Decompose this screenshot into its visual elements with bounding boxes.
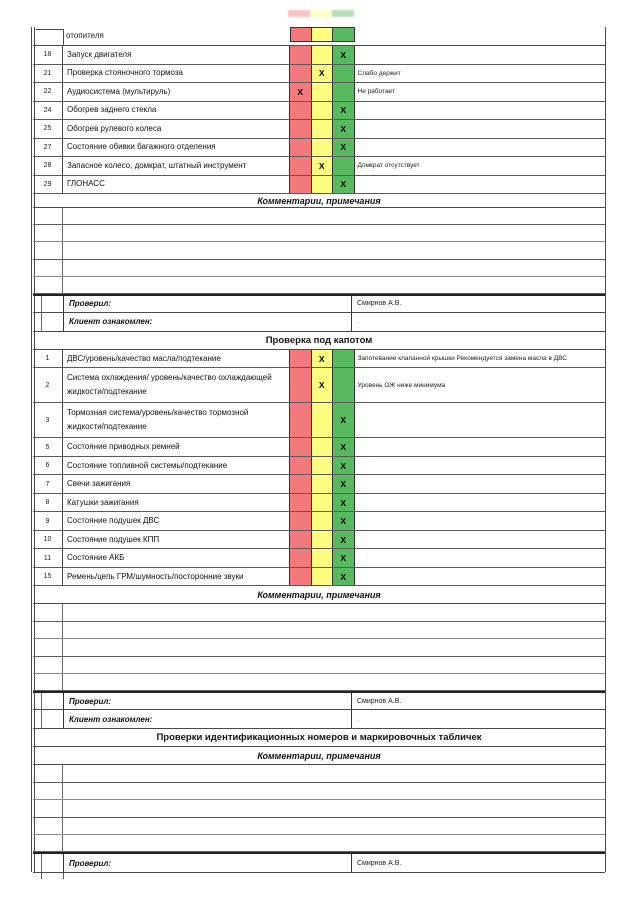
status-cell-red (290, 403, 312, 437)
item-label: Обогрев рулевого колеса (63, 120, 290, 138)
status-cell-red (290, 438, 312, 456)
status-cell-yellow (312, 512, 334, 530)
status-cell-green: X (333, 568, 355, 586)
checklist-row (33, 531, 605, 550)
empty-comment-row (33, 208, 605, 225)
status-cell-red (291, 28, 312, 41)
status-cell-green: X (333, 46, 355, 64)
comment-cell (355, 512, 606, 530)
empty-comment-row (33, 242, 605, 259)
status-cell-green: X (333, 120, 355, 138)
empty-comment-row (33, 622, 605, 639)
status-cell-red (290, 494, 312, 512)
status-cell-green (333, 65, 355, 83)
carryover-cell-border (36, 29, 63, 30)
status-cell-red (290, 176, 312, 194)
row-number: 8 (33, 494, 63, 512)
inspector-name: Смирнов А.В. (357, 859, 402, 867)
item-label: Проверка стояночного тормоза (63, 65, 290, 83)
inspector-row (33, 296, 605, 313)
comments-header: Комментарии, примечания (33, 194, 605, 208)
status-cell-yellow (312, 403, 334, 437)
empty-comment-row (33, 639, 605, 656)
status-cell-green: X (333, 403, 355, 437)
status-cell-red (290, 46, 312, 64)
status-cell-red (290, 475, 312, 493)
status-cell-red (290, 350, 312, 368)
comment-cell (355, 531, 606, 549)
status-cell-yellow (312, 438, 334, 456)
empty-comment-row (33, 835, 605, 852)
comment-cell (355, 120, 606, 138)
checklist-row (33, 83, 605, 102)
comment-cell (355, 176, 606, 194)
status-cell-green (333, 157, 355, 175)
status-cell-green: X (333, 531, 355, 549)
status-cell-yellow: X (312, 65, 334, 83)
status-cell-red (290, 549, 312, 567)
status-cell-green: X (333, 438, 355, 456)
item-label: Состояние приводных ремней (63, 438, 290, 456)
item-label: Ремень/цепь ГРМ/шумность/посторонние звуки (63, 568, 290, 586)
status-cell-yellow (312, 494, 334, 512)
comment-cell (355, 568, 606, 586)
inspector-label: Проверил: (63, 854, 352, 872)
checklist-row (33, 494, 605, 513)
checklist-row (33, 403, 605, 438)
status-cell-green (333, 368, 355, 402)
inspector-name: Смирнов А.В. (357, 300, 402, 308)
empty-comment-row (33, 674, 605, 691)
client-label: Клиент ознакомлен: (63, 313, 352, 331)
client-row (33, 710, 605, 729)
comments-header: Комментарии, примечания (33, 747, 605, 765)
underhood-checklist (33, 350, 605, 587)
status-cell-green (333, 350, 355, 368)
row-number: 15 (33, 568, 63, 586)
status-cell-yellow (312, 475, 334, 493)
item-label: ДВС/уровень/качество масла/подтекание (63, 350, 290, 368)
salon-checklist (33, 46, 605, 194)
item-label: Свечи зажигания (63, 475, 290, 493)
inspector-row (33, 693, 605, 710)
status-cell-yellow (312, 531, 334, 549)
status-cell-red (290, 102, 312, 120)
carryover-cell-border (63, 29, 64, 45)
status-cell-red (290, 531, 312, 549)
item-label: Обогрев заднего стекла (63, 102, 290, 120)
comment-cell (355, 46, 606, 64)
client-row (33, 313, 605, 332)
underhood-comments-area (33, 604, 605, 691)
comment-cell: Уровень ОЖ ниже минимума (357, 381, 446, 389)
row-number: 7 (33, 475, 63, 493)
status-cell-green: X (333, 549, 355, 567)
item-label: Состояние АКБ (63, 549, 290, 567)
status-cell-green: X (333, 139, 355, 157)
item-label: Катушки зажигания (63, 494, 290, 512)
row-number: 11 (33, 549, 63, 567)
checklist-row (33, 176, 605, 195)
checklist-row (33, 139, 605, 158)
item-label: Запасное колесо, домкрат, штатный инструмент (63, 157, 290, 175)
status-cell-red: X (290, 83, 312, 101)
salon-signature-block (33, 294, 605, 332)
id-section-title: Проверки идентификационных номеров и маркировочных табличек (33, 729, 605, 747)
row-number: 25 (33, 120, 63, 138)
checklist-row (33, 475, 605, 494)
comment-cell (355, 102, 606, 120)
status-cell-yellow: X (312, 350, 334, 368)
inspector-name: Смирнов А.В. (357, 697, 402, 705)
checklist-row (33, 368, 605, 403)
empty-comment-row (33, 657, 605, 674)
item-label: Аудиосистема (мультируль) (63, 83, 290, 101)
status-cell-red (290, 568, 312, 586)
comment-cell: Запотевание клапанной крышки Рекомендуется замена масла в ДВС (357, 355, 567, 363)
status-cell-yellow (312, 102, 334, 120)
empty-comment-row (33, 800, 605, 817)
checklist-row (33, 65, 605, 84)
row-number: 3 (33, 403, 63, 437)
status-cell-red (290, 139, 312, 157)
status-cell-yellow (312, 549, 334, 567)
status-cell-yellow (312, 120, 334, 138)
row-number: 2 (33, 368, 63, 402)
row-number: 22 (33, 83, 63, 101)
status-cell-yellow: X (312, 157, 334, 175)
item-label: Система охлаждения/ уровень/качество охлаждающей жидкости/подтекание (63, 368, 290, 402)
status-cell-red (290, 65, 312, 83)
comment-cell (355, 494, 606, 512)
carryover-row (33, 0, 605, 46)
status-cell-green: X (333, 475, 355, 493)
row-number: 28 (33, 157, 63, 175)
empty-comment-row (33, 765, 605, 782)
comment-cell (355, 403, 606, 437)
row-number: 1 (33, 350, 63, 368)
row-number: 6 (33, 457, 63, 475)
item-label: Запуск двигателя (63, 46, 290, 64)
row-number: 18 (33, 46, 63, 64)
status-cell-green (333, 28, 353, 41)
status-cell-yellow (312, 28, 333, 41)
checklist-row (33, 457, 605, 476)
status-cell-green (333, 83, 355, 101)
checklist-row (33, 157, 605, 176)
row-number: 9 (33, 512, 63, 530)
salon-comments-area (33, 208, 605, 294)
empty-comment-row (33, 225, 605, 242)
row-number: 5 (33, 438, 63, 456)
status-cell-red (290, 368, 312, 402)
checklist-row (33, 46, 605, 65)
cutoff-row (33, 873, 605, 879)
row-number: 21 (33, 65, 63, 83)
status-cell-green: X (333, 512, 355, 530)
status-cell-yellow (312, 83, 334, 101)
comment-cell (355, 438, 606, 456)
status-cell-yellow (312, 139, 334, 157)
comment-cell (355, 139, 606, 157)
client-signature: . (357, 715, 359, 723)
item-label: Тормозная система/уровень/качество тормозной жидкости/подтекание (63, 403, 290, 437)
client-label: Клиент ознакомлен: (63, 710, 352, 728)
item-label: ГЛОНАСС (63, 176, 290, 194)
underhood-section-title: Проверка под капотом (33, 332, 605, 350)
status-cell-green: X (333, 457, 355, 475)
carryover-item-label: отопителя (66, 31, 104, 40)
status-cell-green: X (333, 494, 355, 512)
empty-comment-row (33, 260, 605, 277)
comment-cell (355, 457, 606, 475)
status-cell-red (290, 120, 312, 138)
checklist-row (33, 549, 605, 568)
comment-cell: Не работает (357, 88, 395, 96)
comment-cell: Домкрат отсутствует (357, 162, 420, 170)
empty-comment-row (33, 783, 605, 800)
comment-cell (355, 475, 606, 493)
table-right-border (605, 27, 606, 872)
checklist-row (33, 350, 605, 369)
checklist-row (33, 568, 605, 587)
status-cell-yellow (312, 176, 334, 194)
status-cell-yellow (312, 457, 334, 475)
comment-cell (355, 549, 606, 567)
row-number: 29 (33, 176, 63, 194)
status-cell-green: X (333, 102, 355, 120)
item-label: Состояние обивки багажного отделения (63, 139, 290, 157)
status-cell-yellow (312, 46, 334, 64)
previous-row-color-smudge (288, 10, 354, 17)
item-label: Состояние топливной системы/подтекание (63, 457, 290, 475)
empty-comment-row (33, 604, 605, 621)
checklist-row (33, 102, 605, 121)
underhood-signature-block (33, 691, 605, 729)
table-left-outer-border (31, 27, 32, 872)
client-signature: . (357, 318, 359, 326)
comment-cell: Слабо держит (357, 69, 401, 77)
empty-comment-row (33, 818, 605, 835)
checklist-row (33, 438, 605, 457)
checklist-row (33, 120, 605, 139)
inspector-row (33, 854, 605, 873)
empty-comment-row (33, 277, 605, 294)
checklist-row (33, 512, 605, 531)
item-label: Состояние подушек ДВС (63, 512, 290, 530)
inspector-label: Проверил: (63, 296, 352, 312)
status-cell-red (290, 157, 312, 175)
row-number: 24 (33, 102, 63, 120)
row-number: 10 (33, 531, 63, 549)
row-number: 27 (33, 139, 63, 157)
id-comments-area (33, 765, 605, 852)
status-cell-yellow (312, 568, 334, 586)
comments-header: Комментарии, примечания (33, 586, 605, 604)
item-label: Состояние подушек КПП (63, 531, 290, 549)
status-cell-yellow: X (312, 368, 334, 402)
status-cell-green: X (333, 176, 355, 194)
inspector-label: Проверил: (63, 693, 352, 709)
status-cell-red (290, 512, 312, 530)
status-cell-red (290, 457, 312, 475)
inspection-table (33, 0, 605, 879)
id-signature-block (33, 852, 605, 879)
carryover-status-cells (290, 27, 355, 42)
